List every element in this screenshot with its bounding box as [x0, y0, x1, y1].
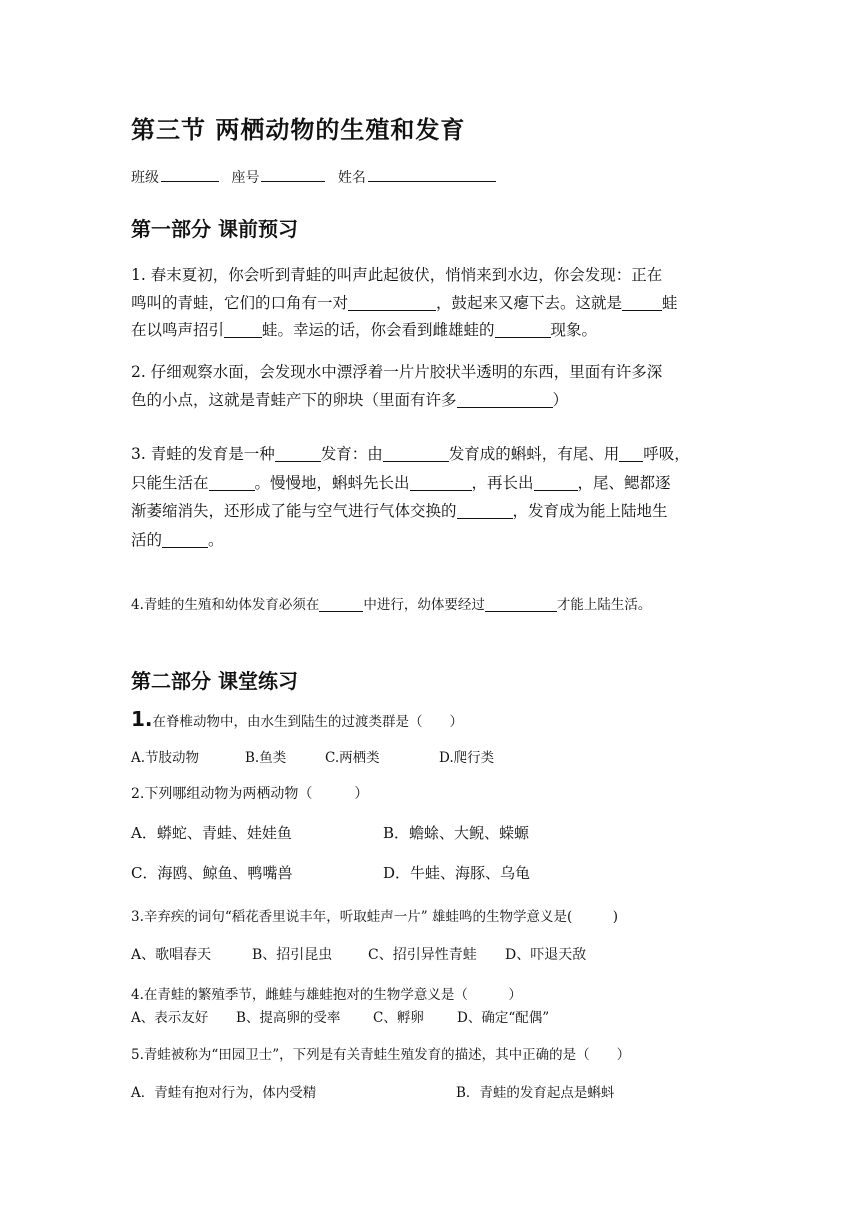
option-a[interactable]: A、歌唱春天: [131, 947, 212, 963]
option-c[interactable]: C、招引异性青蛙: [368, 947, 477, 963]
option-a[interactable]: A.节肢动物: [131, 750, 200, 766]
option-a[interactable]: A、表示友好: [131, 1010, 209, 1026]
class-label: 班级: [131, 170, 159, 186]
seat-label: 座号: [231, 170, 260, 186]
section-heading-practice: 第二部分 课堂练习: [131, 669, 298, 693]
name-label: 姓名: [337, 170, 366, 186]
section-heading-preview: 第一部分 课前预习: [131, 217, 298, 241]
option-c[interactable]: C．海鸥、鲸鱼、鸭嘴兽: [131, 864, 293, 882]
blank[interactable]: [622, 294, 662, 311]
blank[interactable]: [383, 445, 449, 462]
blank[interactable]: [348, 294, 436, 311]
blank[interactable]: [457, 391, 553, 408]
option-b[interactable]: B．青蛙的发育起点是蝌蚪: [456, 1085, 615, 1101]
page-title: 第三节 两栖动物的生殖和发育: [131, 116, 466, 144]
option-d[interactable]: D.爬行类: [439, 750, 495, 766]
practice-question-5: 5.青蛙被称为“田园卫士”，下列是有关青蛙生殖发育的描述，其中正确的是（ ）: [131, 1047, 631, 1063]
blank[interactable]: [224, 321, 262, 338]
blank[interactable]: [457, 502, 513, 519]
preview-question-3: 3. 青蛙的发育是一种 发育：由 发育成的蝌蚪，有尾、用 呼吸， 只能生活在 。慢慢地，蝌蚪先长出 ，再长出 ，尾、鳃都逐 渐萎缩消失，还形成了能与空气进行气体交换的 ，发育成为能上陆地生 活的 。: [131, 445, 690, 549]
option-d[interactable]: D．牛蛙、海豚、乌龟: [383, 864, 531, 882]
option-b[interactable]: B、提高卵的受率: [236, 1010, 341, 1026]
option-d[interactable]: D、确定“配偶”: [457, 1010, 550, 1026]
option-a[interactable]: A．蟒蛇、青蛙、娃娃鱼: [131, 824, 292, 842]
practice-question-4: 4.在青蛙的繁殖季节，雌蛙与雄蛙抱对的生物学意义是（ ）: [131, 987, 522, 1003]
blank[interactable]: [410, 474, 472, 491]
blank[interactable]: [319, 597, 363, 612]
preview-question-4: 4.青蛙的生殖和幼体发育必须在 中进行，幼体要经过 才能上陆生活。: [131, 597, 652, 613]
blank[interactable]: [275, 445, 321, 462]
option-b[interactable]: B、招引昆虫: [252, 947, 333, 963]
blank[interactable]: [209, 474, 255, 491]
blank[interactable]: [485, 597, 557, 612]
practice-question-1: 1.在脊椎动物中，由水生到陆生的过渡类群是（ ）: [131, 707, 464, 731]
practice-question-3: 3.辛弃疾的词句“稻花香里说丰年，听取蛙声一片” 雄蛙鸣的生物学意义是( ): [131, 909, 619, 925]
student-info-line: [131, 167, 498, 187]
option-d[interactable]: D、吓退天敌: [505, 947, 587, 963]
blank[interactable]: [619, 445, 643, 462]
blank[interactable]: [162, 531, 208, 548]
seat-blank[interactable]: [261, 180, 325, 182]
option-a[interactable]: A．青蛙有抱对行为，体内受精: [131, 1085, 317, 1101]
option-c[interactable]: C、孵卵: [373, 1010, 424, 1026]
option-b[interactable]: B．蟾蜍、大鲵、蝾螈: [383, 824, 530, 842]
option-b[interactable]: B.鱼类: [245, 750, 287, 766]
preview-question-1: 1. 春末夏初，你会听到青蛙的叫声此起彼伏，悄悄来到水边，你会发现：正在 鸣叫的青蛙，它们的口角有一对 ，鼓起来又瘪下去。这就是 蛙 在以鸣声招引 蛙。幸运的话，你会看到雌雄蛙的 现象。: [131, 266, 678, 339]
preview-question-2: 2. 仔细观察水面，会发现水中漂浮着一片片胶状半透明的东西，里面有许多深 色的小点，这就是青蛙产下的卵块（里面有许多 ）: [131, 363, 663, 409]
option-c[interactable]: C.两栖类: [325, 750, 380, 766]
practice-question-2: 2.下列哪组动物为两栖动物（ ）: [131, 786, 369, 802]
name-blank[interactable]: [368, 180, 496, 182]
blank[interactable]: [495, 321, 551, 338]
blank[interactable]: [534, 474, 578, 491]
class-blank[interactable]: [161, 180, 219, 182]
